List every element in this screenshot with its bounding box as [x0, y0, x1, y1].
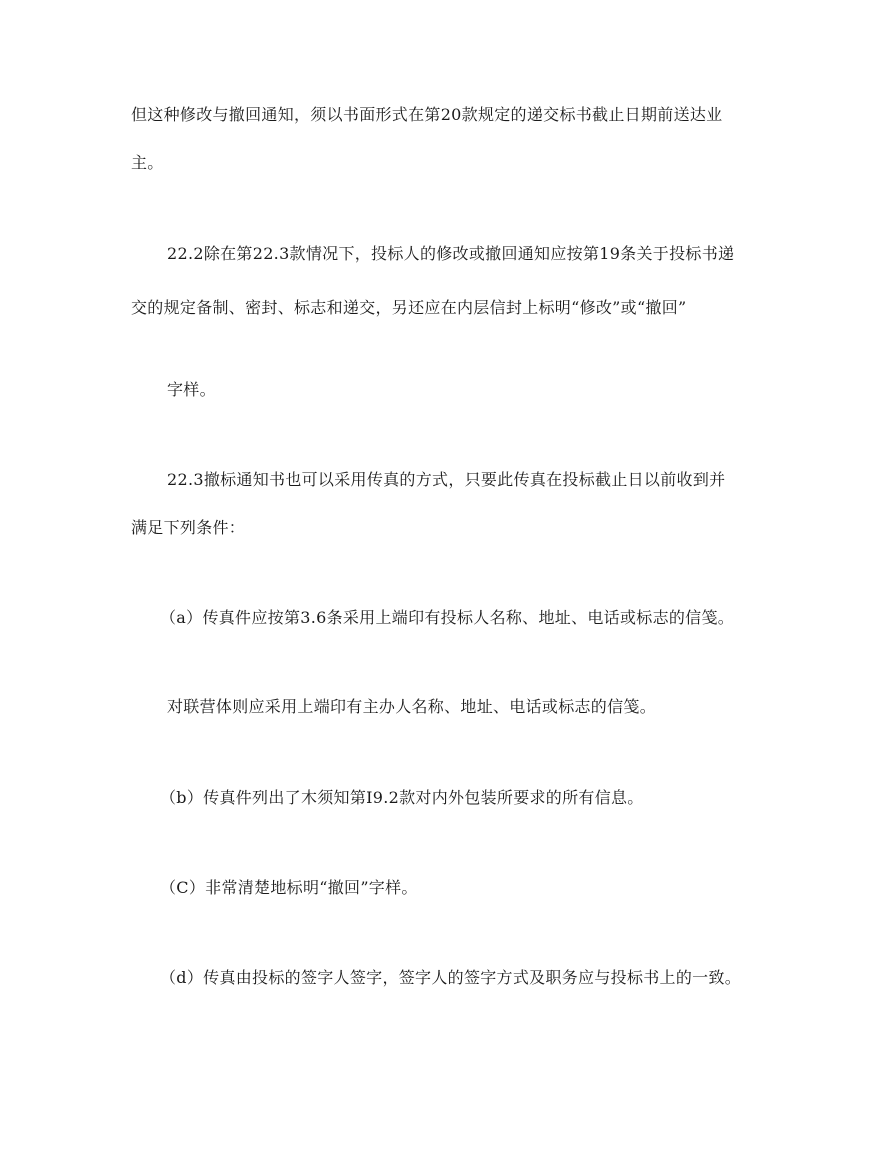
paragraph-line: （b）传真件列出了木须知第I9.2款对内外包装所要求的所有信息。 — [160, 788, 644, 807]
paragraph-line: （C）非常清楚地标明“撤回”字样。 — [160, 878, 418, 897]
paragraph-line: 字样。 — [167, 380, 216, 399]
paragraph-line: 22.2除在第22.3款情况下，投标人的修改或撤回通知应按第19条关于投标书递 — [167, 244, 735, 263]
paragraph-line: 主。 — [131, 153, 164, 172]
paragraph-line: 满足下列条件： — [131, 518, 246, 537]
paragraph-line: 对联营体则应采用上端印有主办人名称、地址、电话或标志的信笺。 — [167, 697, 657, 716]
paragraph-line: 但这种修改与撤回通知，须以书面形式在第20款规定的递交标书截止日期前送达业 — [131, 105, 723, 124]
paragraph-line: （d）传真由投标的签字人签字，签字人的签字方式及职务应与投标书上的一致。 — [160, 968, 742, 987]
paragraph-line: 22.3撤标通知书也可以采用传真的方式，只要此传真在投标截止日以前收到并 — [167, 470, 726, 489]
paragraph-line: （a）传真件应按第3.6条采用上端印有投标人名称、地址、电话或标志的信笺。 — [160, 608, 735, 627]
paragraph-line: 交的规定备制、密封、标志和递交，另还应在内层信封上标明“修改”或“撤回” — [131, 298, 687, 317]
